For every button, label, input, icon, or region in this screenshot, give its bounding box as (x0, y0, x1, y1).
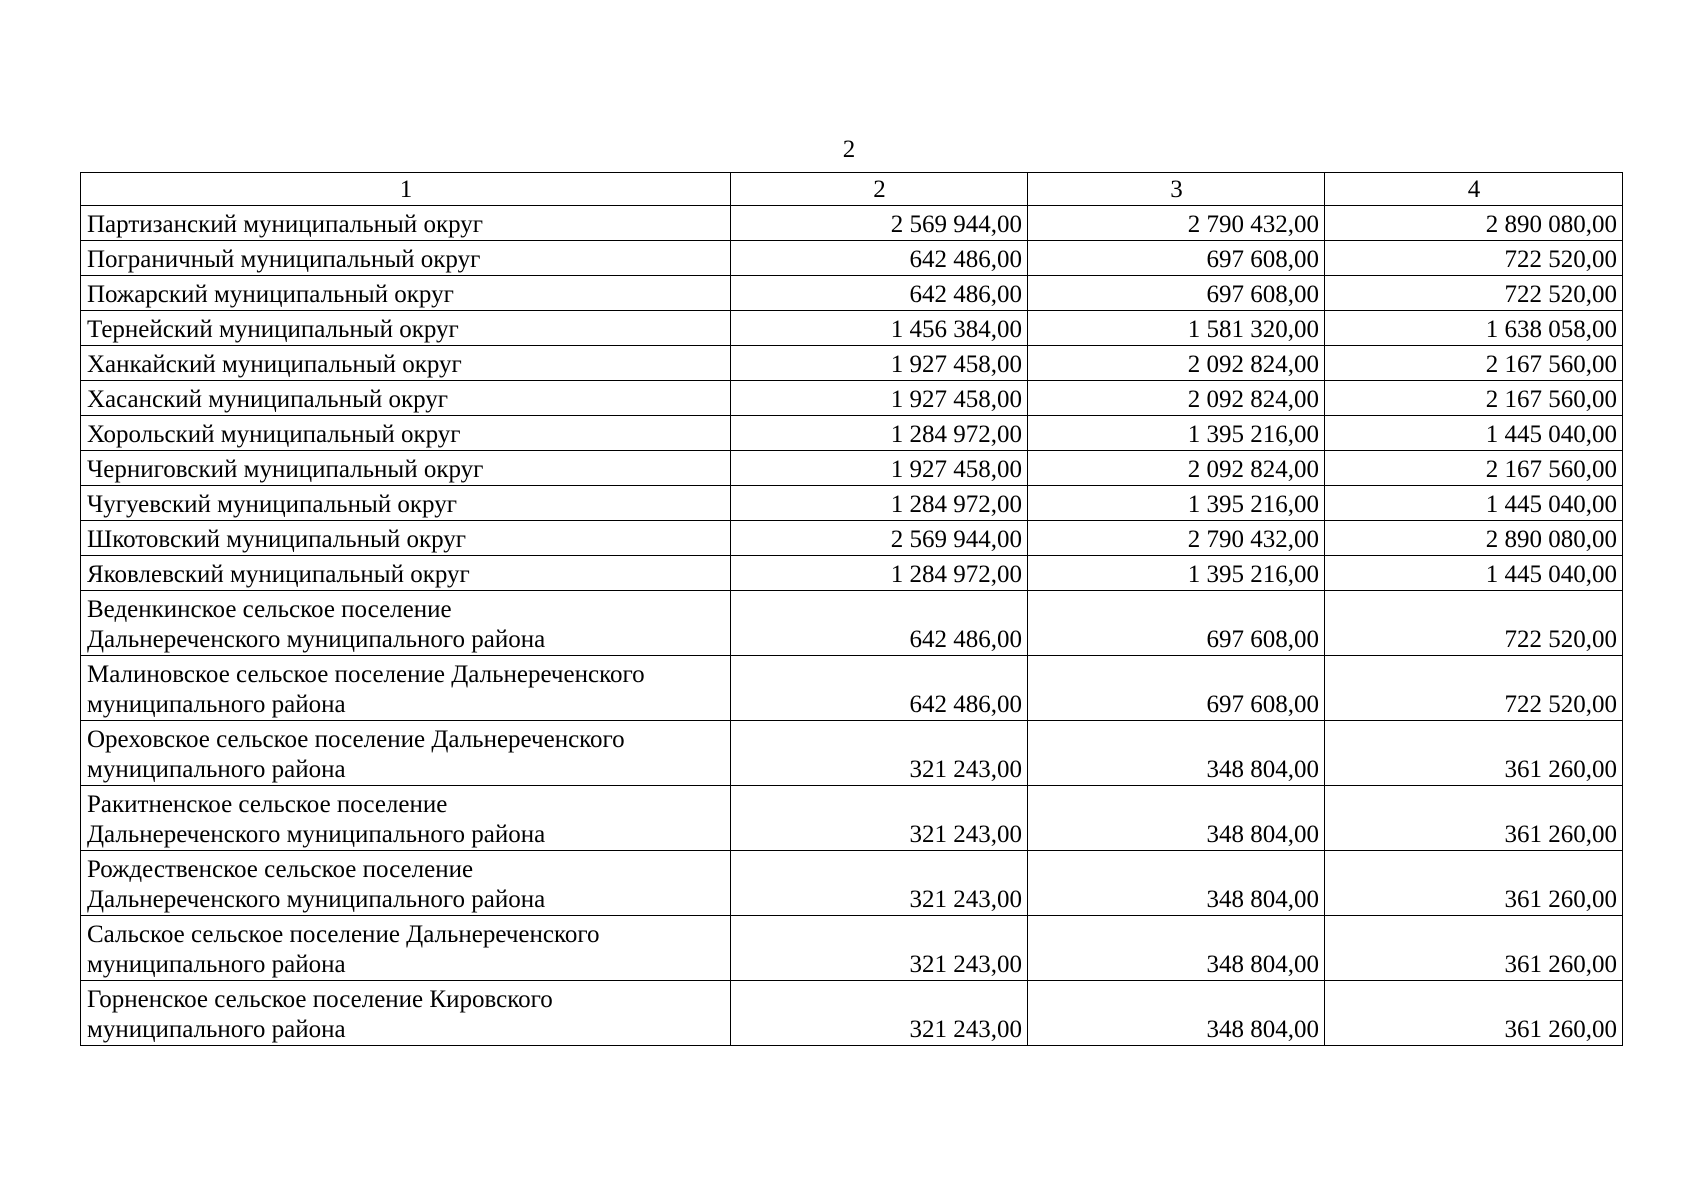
municipality-name-cell (81, 346, 731, 381)
table-row (81, 656, 1623, 721)
amount-cell-col-3: 2 092 824,00 (1028, 346, 1325, 381)
municipality-name-cell (81, 381, 731, 416)
table-row (81, 556, 1623, 591)
amount-cell-col-2: 321 243,00 (731, 721, 1028, 786)
amount-cell-col-2: 2 569 944,00 (731, 206, 1028, 241)
amount-cell-col-2: 2 569 944,00 (731, 521, 1028, 556)
amount-cell-col-4: 361 260,00 (1325, 786, 1623, 851)
municipality-name-cell (81, 241, 731, 276)
amount-cell-col-3: 2 790 432,00 (1028, 521, 1325, 556)
municipality-name-cell (81, 981, 731, 1046)
municipality-name-line: Хорольский муниципальный округ (87, 421, 461, 448)
municipality-name-cell (81, 311, 731, 346)
amount-cell-col-3: 348 804,00 (1028, 721, 1325, 786)
table-row (81, 276, 1623, 311)
amount-cell-col-2: 642 486,00 (731, 276, 1028, 311)
amount-cell-col-2: 321 243,00 (731, 916, 1028, 981)
amount-cell-col-3: 348 804,00 (1028, 916, 1325, 981)
table-row (81, 786, 1623, 851)
amount-cell-col-4: 1 445 040,00 (1325, 416, 1623, 451)
amount-cell-col-4: 1 638 058,00 (1325, 311, 1623, 346)
municipality-name-cell (81, 851, 731, 916)
amount-cell-col-2: 1 284 972,00 (731, 416, 1028, 451)
municipality-name-line: Дальнереченского муниципального района (87, 886, 546, 913)
municipality-name-line: Партизанский муниципальный округ (87, 211, 484, 238)
page-number: 2 (842, 136, 856, 163)
municipality-name-cell (81, 786, 731, 851)
table-row (81, 451, 1623, 486)
table-row (81, 721, 1623, 786)
amount-cell-col-3: 1 581 320,00 (1028, 311, 1325, 346)
amount-cell-col-4: 2 167 560,00 (1325, 451, 1623, 486)
municipality-name-line: Хасанский муниципальный округ (87, 386, 449, 413)
municipality-name-line: Дальнереченского муниципального района (87, 626, 546, 653)
amount-cell-col-4: 722 520,00 (1325, 591, 1623, 656)
municipality-name-line: Дальнереченского муниципального района (87, 821, 546, 848)
municipality-name-line: муниципального района (87, 756, 346, 783)
table-row (81, 416, 1623, 451)
table-row (81, 981, 1623, 1046)
amount-cell-col-3: 2 092 824,00 (1028, 381, 1325, 416)
budget-allocation-table (80, 172, 1623, 1046)
municipality-name-cell (81, 721, 731, 786)
municipality-name-line: Рождественское сельское поселение (87, 856, 474, 883)
column-number-2: 2 (731, 173, 1028, 206)
amount-cell-col-4: 361 260,00 (1325, 721, 1623, 786)
amount-cell-col-4: 722 520,00 (1325, 276, 1623, 311)
table-row (81, 521, 1623, 556)
amount-cell-col-2: 321 243,00 (731, 786, 1028, 851)
municipality-name-cell (81, 451, 731, 486)
amount-cell-col-2: 1 456 384,00 (731, 311, 1028, 346)
municipality-name-line: Яковлевский муниципальный округ (87, 561, 470, 588)
amount-cell-col-3: 697 608,00 (1028, 241, 1325, 276)
table-row (81, 381, 1623, 416)
table-body (81, 173, 1623, 1046)
amount-cell-col-3: 697 608,00 (1028, 591, 1325, 656)
municipality-name-line: Пограничный муниципальный округ (87, 246, 481, 273)
amount-cell-col-2: 642 486,00 (731, 591, 1028, 656)
amount-cell-col-2: 642 486,00 (731, 656, 1028, 721)
municipality-name-line: Чугуевский муниципальный округ (87, 491, 457, 518)
amount-cell-col-2: 1 927 458,00 (731, 381, 1028, 416)
municipality-name-line: Сальское сельское поселение Дальнереченского (87, 921, 600, 948)
amount-cell-col-4: 2 890 080,00 (1325, 521, 1623, 556)
amount-cell-col-4: 1 445 040,00 (1325, 486, 1623, 521)
municipality-name-line: муниципального района (87, 1016, 346, 1043)
amount-cell-col-3: 2 092 824,00 (1028, 451, 1325, 486)
amount-cell-col-3: 348 804,00 (1028, 851, 1325, 916)
municipality-name-cell (81, 591, 731, 656)
municipality-name-cell (81, 416, 731, 451)
amount-cell-col-4: 2 167 560,00 (1325, 346, 1623, 381)
amount-cell-col-4: 361 260,00 (1325, 851, 1623, 916)
column-number-row (81, 173, 1623, 206)
table-row (81, 486, 1623, 521)
amount-cell-col-3: 348 804,00 (1028, 786, 1325, 851)
amount-cell-col-4: 2 890 080,00 (1325, 206, 1623, 241)
municipality-name-line: Веденкинское сельское поселение (87, 596, 452, 623)
amount-cell-col-2: 321 243,00 (731, 981, 1028, 1046)
municipality-name-line: Тернейский муниципальный округ (87, 316, 459, 343)
amount-cell-col-3: 348 804,00 (1028, 981, 1325, 1046)
table-row (81, 311, 1623, 346)
column-number-1: 1 (81, 173, 731, 206)
municipality-name-cell (81, 206, 731, 241)
table-row (81, 206, 1623, 241)
amount-cell-col-4: 1 445 040,00 (1325, 556, 1623, 591)
amount-cell-col-4: 2 167 560,00 (1325, 381, 1623, 416)
column-number-3: 3 (1028, 173, 1325, 206)
amount-cell-col-2: 1 927 458,00 (731, 346, 1028, 381)
municipality-name-cell (81, 656, 731, 721)
table-row (81, 346, 1623, 381)
table-row (81, 241, 1623, 276)
municipality-name-line: муниципального района (87, 951, 346, 978)
amount-cell-col-3: 1 395 216,00 (1028, 556, 1325, 591)
amount-cell-col-2: 1 927 458,00 (731, 451, 1028, 486)
amount-cell-col-4: 361 260,00 (1325, 916, 1623, 981)
municipality-name-line: Ханкайский муниципальный округ (87, 351, 462, 378)
municipality-name-cell (81, 916, 731, 981)
municipality-name-cell (81, 276, 731, 311)
municipality-name-line: муниципального района (87, 691, 346, 718)
amount-cell-col-2: 1 284 972,00 (731, 486, 1028, 521)
municipality-name-line: Горненское сельское поселение Кировского (87, 986, 553, 1013)
municipality-name-line: Ракитненское сельское поселение (87, 791, 448, 818)
municipality-name-line: Черниговский муниципальный округ (87, 456, 484, 483)
column-number-4: 4 (1325, 173, 1623, 206)
amount-cell-col-3: 697 608,00 (1028, 276, 1325, 311)
amount-cell-col-2: 642 486,00 (731, 241, 1028, 276)
municipality-name-line: Пожарский муниципальный округ (87, 281, 454, 308)
table-row (81, 851, 1623, 916)
amount-cell-col-4: 722 520,00 (1325, 241, 1623, 276)
amount-cell-col-3: 697 608,00 (1028, 656, 1325, 721)
municipality-name-cell (81, 486, 731, 521)
amount-cell-col-2: 321 243,00 (731, 851, 1028, 916)
municipality-name-line: Ореховское сельское поселение Дальнереченского (87, 726, 625, 753)
amount-cell-col-4: 361 260,00 (1325, 981, 1623, 1046)
municipality-name-cell (81, 521, 731, 556)
municipality-name-line: Шкотовский муниципальный округ (87, 526, 467, 553)
amount-cell-col-2: 1 284 972,00 (731, 556, 1028, 591)
amount-cell-col-3: 1 395 216,00 (1028, 416, 1325, 451)
amount-cell-col-3: 2 790 432,00 (1028, 206, 1325, 241)
table-row (81, 591, 1623, 656)
municipality-name-line: Малиновское сельское поселение Дальнереченского (87, 661, 645, 688)
table-row (81, 916, 1623, 981)
amount-cell-col-4: 722 520,00 (1325, 656, 1623, 721)
amount-cell-col-3: 1 395 216,00 (1028, 486, 1325, 521)
municipality-name-cell (81, 556, 731, 591)
